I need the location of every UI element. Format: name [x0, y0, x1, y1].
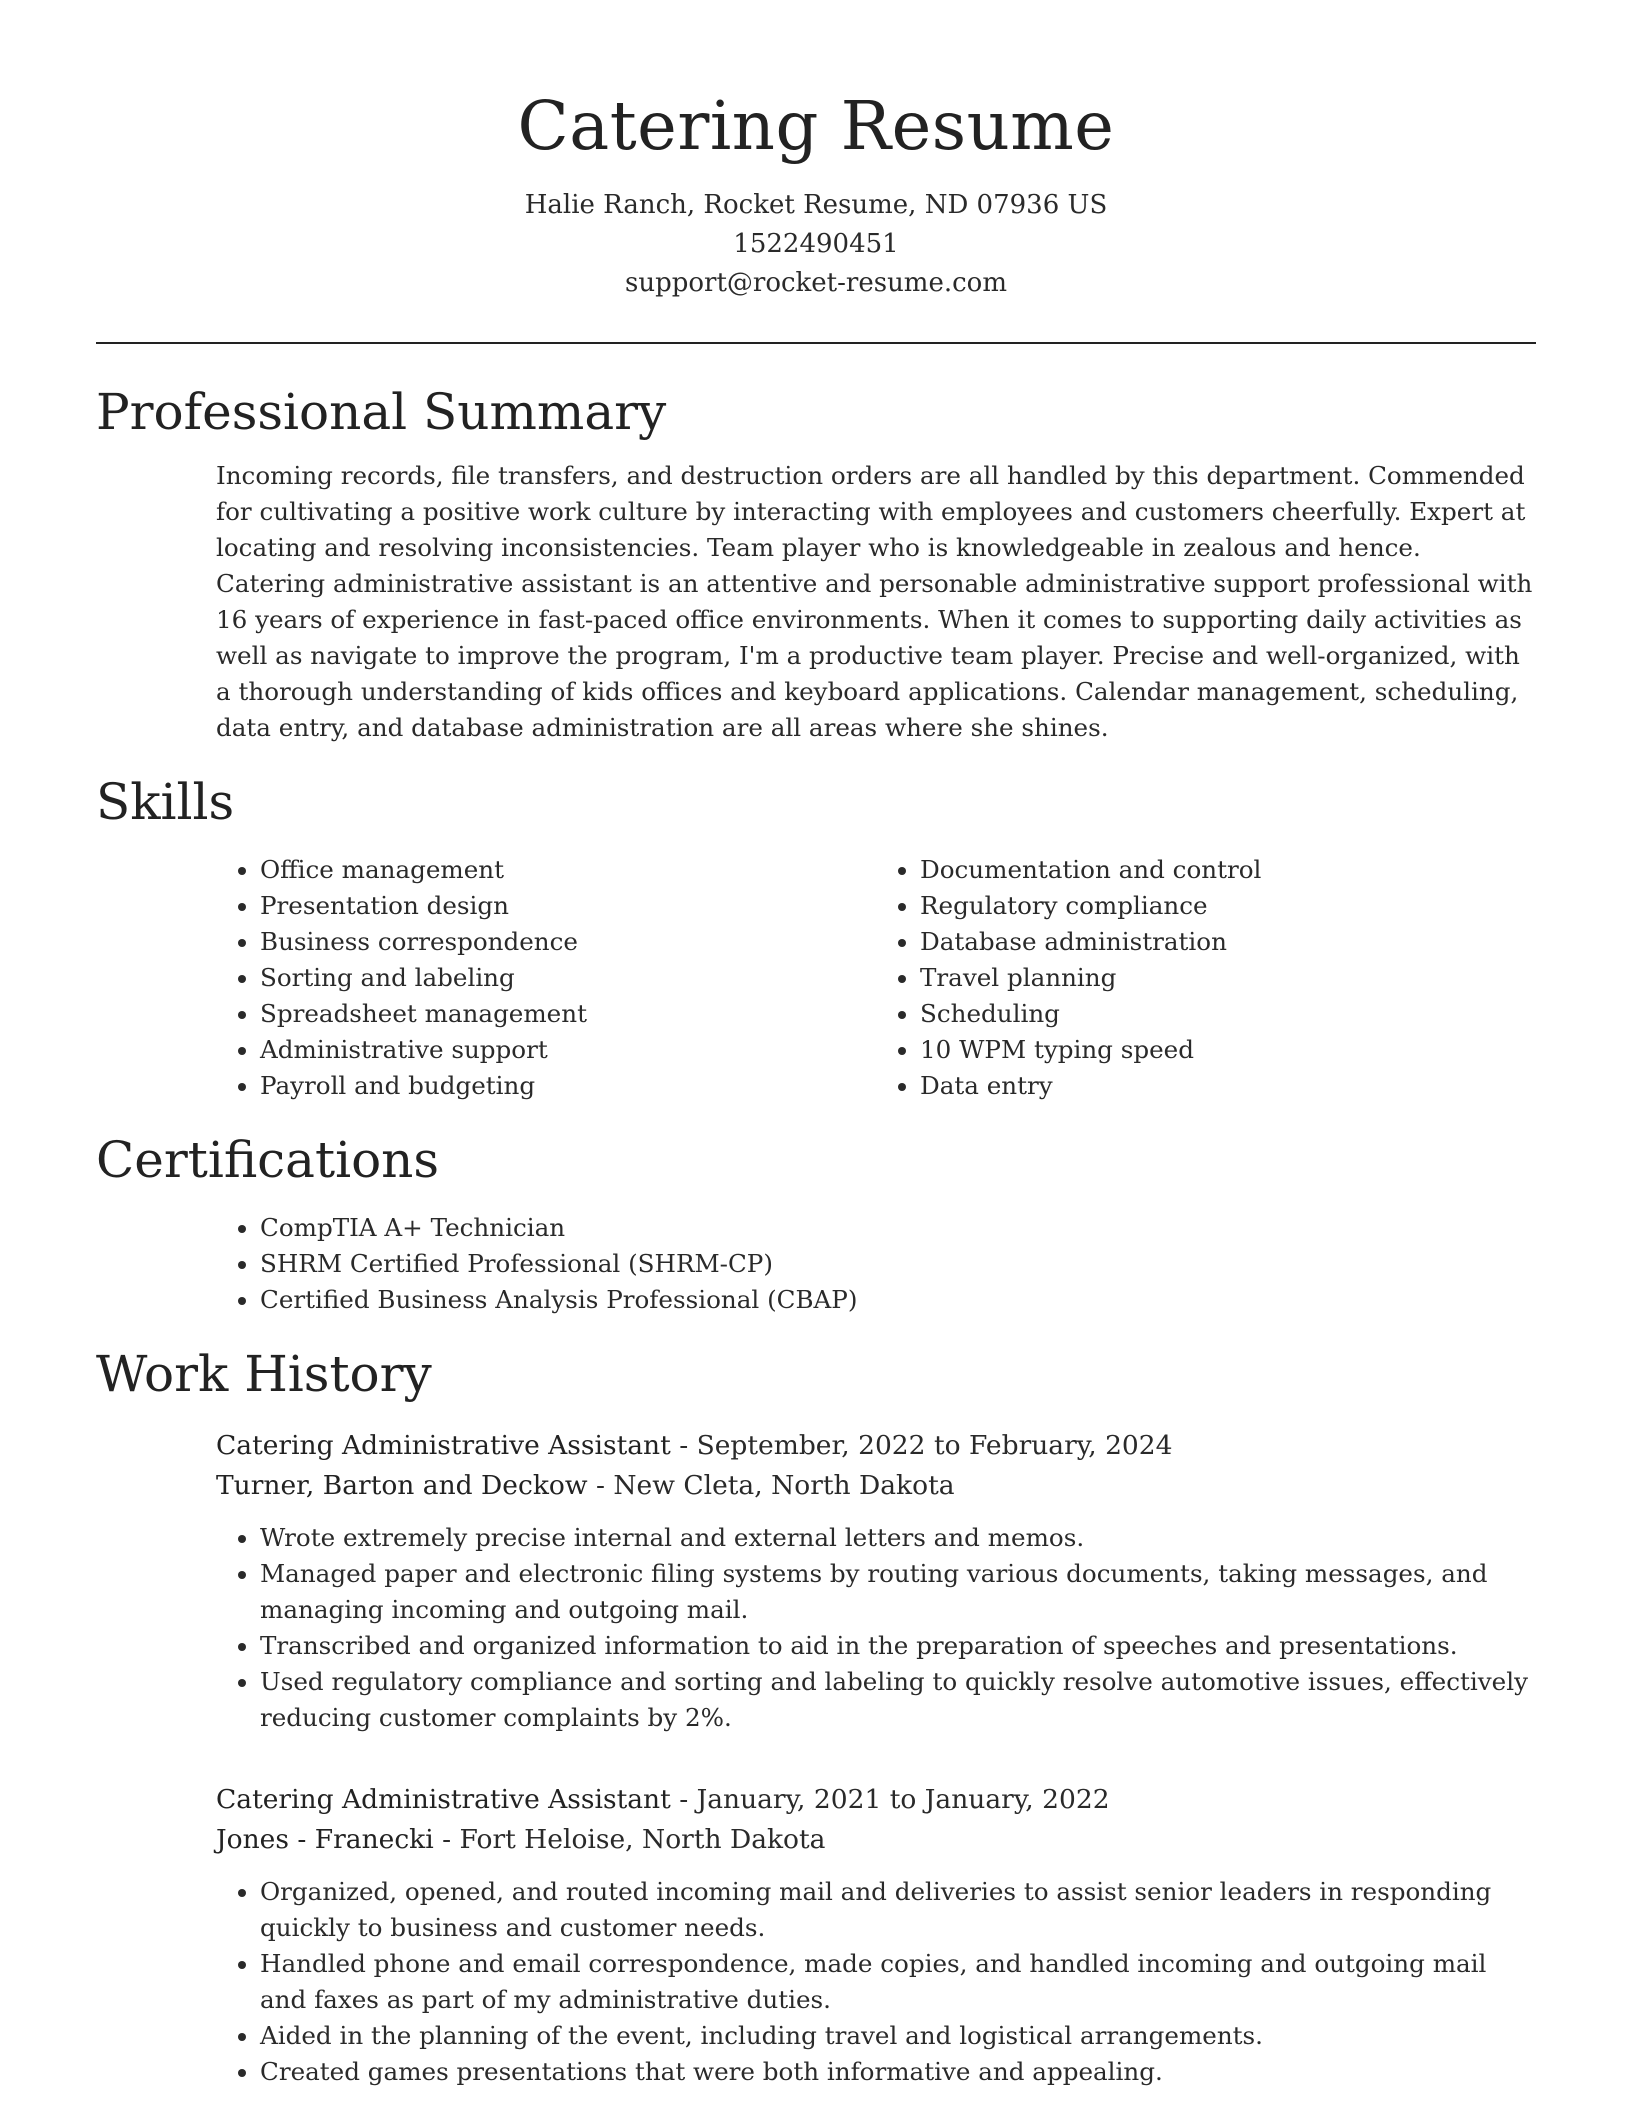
- skills-section: [96, 770, 1536, 1104]
- job-title: Catering Administrative Assistant: [216, 1784, 671, 1815]
- resume-header: [0, 0, 1632, 303]
- skill-item: • Payroll and budgeting: [260, 1068, 876, 1104]
- skills-list-left: [216, 852, 876, 1104]
- job-bullets: [216, 1520, 1536, 1736]
- certification-item: • CompTIA A+ Technician: [260, 1210, 1536, 1246]
- separator: -: [679, 1430, 697, 1461]
- resume-body: [96, 380, 1536, 2090]
- phone: 1522490451: [733, 229, 899, 259]
- job-entry: [216, 1780, 1536, 2090]
- skill-item: • Scheduling: [920, 996, 1536, 1032]
- job-title-line: [216, 1426, 1536, 1466]
- job-title: Catering Administrative Assistant: [216, 1430, 671, 1461]
- work-history-section: [96, 1342, 1536, 2090]
- job-bullet: • Organized, opened, and routed incoming mail and deliveries to assist senior leaders in responding quickly to business and customer needs.: [260, 1874, 1536, 1946]
- certifications-section: [96, 1128, 1536, 1318]
- job-company: Turner, Barton and Deckow: [216, 1470, 588, 1501]
- skill-item: • Database administration: [920, 924, 1536, 960]
- job-title-line: [216, 1780, 1536, 1820]
- header-divider: [96, 342, 1536, 344]
- job-bullet: • Wrote extremely precise internal and external letters and memos.: [260, 1520, 1536, 1556]
- email: support@rocket-resume.com: [624, 268, 1007, 298]
- skill-item: • Presentation design: [260, 888, 876, 924]
- certifications-heading: Certifications: [96, 1131, 440, 1189]
- skill-item: • Sorting and labeling: [260, 960, 876, 996]
- summary-section: [96, 380, 1536, 746]
- summary-heading: Professional Summary: [96, 383, 667, 441]
- skill-item: • 10 WPM typing speed: [920, 1032, 1536, 1068]
- job-bullet: • Used regulatory compliance and sorting and labeling to quickly resolve automotive issues, effectively reducing customer complaints by 2%.: [260, 1664, 1536, 1736]
- separator: -: [679, 1784, 697, 1815]
- skill-item: • Administrative support: [260, 1032, 876, 1068]
- address: Halie Ranch, Rocket Resume, ND 07936 US: [524, 190, 1108, 220]
- job-bullet: • Handled phone and email correspondence, made copies, and handled incoming and outgoing mail and faxes as part of my administrative duties.: [260, 1946, 1536, 2018]
- skill-item: • Documentation and control: [920, 852, 1536, 888]
- certification-item: • SHRM Certified Professional (SHRM-CP): [260, 1246, 1536, 1282]
- job-bullet: • Managed paper and electronic filing systems by routing various documents, taking messages, and managing incoming and outgoing mail.: [260, 1556, 1536, 1628]
- resume-title: Catering Resume: [517, 87, 1115, 165]
- job-location: New Cleta, North Dakota: [613, 1470, 955, 1501]
- certifications-list: [216, 1210, 1536, 1318]
- contact-info: [0, 186, 1632, 303]
- skill-item: • Travel planning: [920, 960, 1536, 996]
- separator: -: [595, 1470, 614, 1501]
- job-location: Fort Heloise, North Dakota: [459, 1824, 826, 1855]
- job-bullet: • Created games presentations that were both informative and appealing.: [260, 2054, 1536, 2090]
- work-history-heading: Work History: [96, 1345, 432, 1403]
- job-bullet: • Transcribed and organized information to aid in the preparation of speeches and presentations.: [260, 1628, 1536, 1664]
- summary-text: Incoming records, file transfers, and destruction orders are all handled by this department. Commended for cultivating a positive work culture by interacting with employees and customers cheerfully. Expert at locating and resolving inconsistencies. Team player who is knowledgeable in zealous and hence. Catering administrative assistant is an attentive and personable administrative support professional with 16 years of experience in fast-paced office environments. When it comes to supporting daily activities as well as navigate to improve the program, I'm a productive team player. Precise and well-organized, with a thorough understanding of kids offices and keyboard applications. Calendar management, scheduling, data entry, and database administration are all areas where she shines.: [216, 461, 1533, 742]
- job-entry: [216, 1426, 1536, 1736]
- skills-heading: Skills: [96, 773, 235, 831]
- skills-columns: [216, 852, 1536, 1104]
- skill-item: • Spreadsheet management: [260, 996, 876, 1032]
- skill-item: • Office management: [260, 852, 876, 888]
- skills-list-right: [876, 852, 1536, 1104]
- skill-item: • Data entry: [920, 1068, 1536, 1104]
- skill-item: • Regulatory compliance: [920, 888, 1536, 924]
- job-company-line: [216, 1820, 1536, 1860]
- job-bullets: [216, 1874, 1536, 2090]
- job-dates: September, 2022 to February, 2024: [696, 1430, 1173, 1461]
- skill-item: • Business correspondence: [260, 924, 876, 960]
- separator: -: [442, 1824, 460, 1855]
- certification-item: • Certified Business Analysis Professional (CBAP): [260, 1282, 1536, 1318]
- job-dates: January, 2021 to January, 2022: [696, 1784, 1110, 1815]
- job-bullet: • Aided in the planning of the event, including travel and logistical arrangements.: [260, 2018, 1536, 2054]
- job-company: Jones - Franecki: [216, 1824, 434, 1855]
- job-company-line: [216, 1466, 1536, 1506]
